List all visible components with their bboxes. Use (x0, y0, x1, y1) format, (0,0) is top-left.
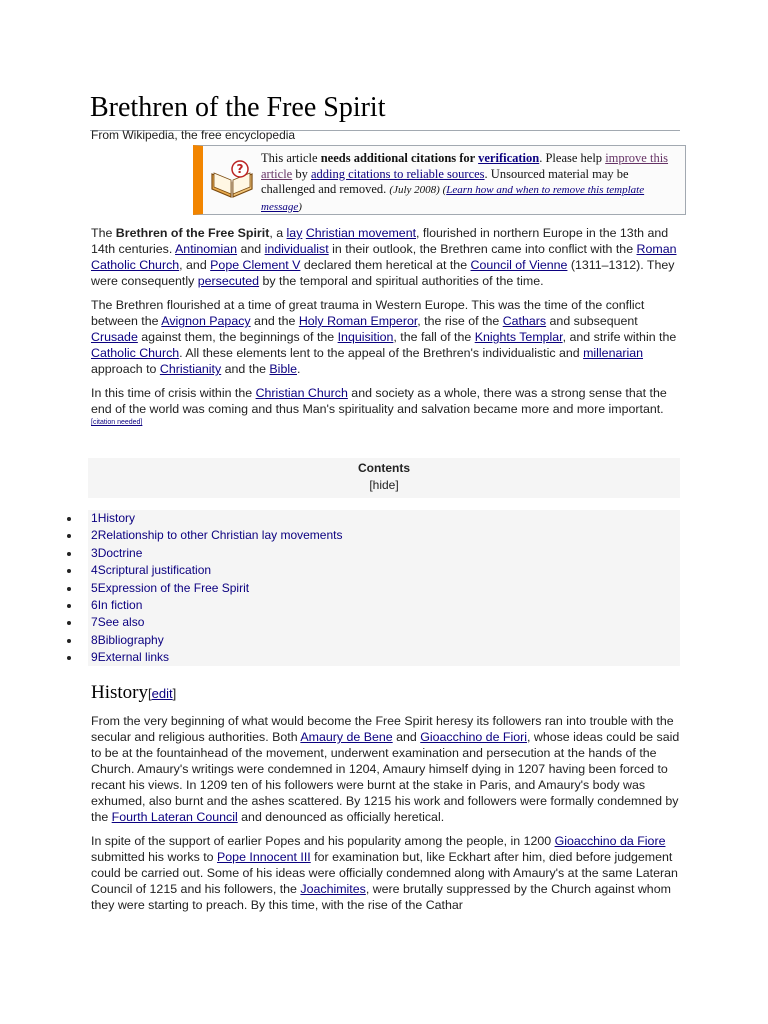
toc-item[interactable] (88, 562, 680, 579)
page-title: Brethren of the Free Spirit (90, 86, 680, 131)
text: , were brutally suppressed by the Church against whom they were starting to preach. By this time, with the rise of the Cathar (91, 882, 671, 912)
intro-section (91, 225, 681, 441)
bullet-icon (67, 587, 71, 591)
intro-paragraph-2 (91, 297, 681, 377)
edit-link[interactable]: edit (151, 686, 173, 701)
bullet-icon (67, 517, 71, 521)
history-heading (91, 680, 681, 707)
text: From the very beginning of what would become the Free Spirit heresy its followers ran into trouble with the secular and religious authorities. Both (91, 714, 674, 744)
text: . All these elements lent to the appeal of the Brethren's individualistic and (179, 346, 584, 360)
toc-link[interactable]: Expression of the Free Spirit (97, 580, 250, 595)
history-section (91, 713, 681, 921)
link-individualist[interactable]: individualist (264, 242, 329, 256)
notice-text: ) (298, 200, 302, 213)
toc-item[interactable] (88, 510, 680, 527)
link-lay[interactable]: lay (286, 226, 303, 240)
link-fourth-lateran-council[interactable]: Fourth Lateran Council (111, 810, 238, 824)
text: and subsequent (546, 314, 638, 328)
notice-date: (July 2008) ( (389, 184, 447, 196)
text: In this time of crisis within the (91, 386, 256, 400)
toc-number: 1 (91, 511, 98, 525)
link-avignon-papacy[interactable]: Avignon Papacy (161, 314, 251, 328)
text: , and strife within the (562, 330, 677, 344)
text: and denounced as officially heretical. (237, 810, 445, 824)
link-millenarian[interactable]: millenarian (583, 346, 644, 360)
link-catholic-church[interactable]: Catholic Church (91, 346, 180, 360)
intro-paragraph-3 (91, 385, 681, 433)
citation-needed-link[interactable]: [citation needed] (91, 418, 143, 426)
link-christianity[interactable]: Christianity (159, 362, 222, 376)
toc-item[interactable] (88, 527, 680, 544)
toc-number: 4 (91, 563, 98, 578)
intro-paragraph-1 (91, 225, 681, 289)
toc-link[interactable]: See also (97, 615, 145, 630)
text: , a (269, 226, 287, 240)
toc-item[interactable] (88, 649, 680, 666)
remove-template-link[interactable]: Learn how and when to remove this template message (261, 184, 645, 213)
link-gioacchino-de-fiori[interactable]: Gioacchino de Fiori (420, 730, 527, 744)
text: submitted his works to (91, 850, 218, 864)
toc-item[interactable] (88, 580, 680, 597)
toc-number: 8 (91, 632, 98, 647)
toc-number: 9 (91, 650, 98, 665)
toc-item[interactable] (88, 545, 680, 562)
notice-text: . Unsourced material may be challenged and removed. (261, 166, 629, 196)
text: and the (250, 314, 299, 328)
text: and society as a whole, there was a strong sense that the end of the world was coming and thus Man's spirituality and salvation became more and more important. (91, 386, 667, 416)
toc-number: 7 (91, 615, 98, 630)
link-pope-clement-v[interactable]: Pope Clement V (210, 258, 301, 272)
history-paragraph-1 (91, 713, 681, 825)
toc-item[interactable] (88, 614, 680, 631)
toc-link[interactable]: External links (97, 650, 170, 665)
toc-header (88, 458, 680, 498)
link-crusade[interactable]: Crusade (91, 330, 138, 344)
link-roman-catholic-church[interactable]: Roman Catholic Church (91, 242, 677, 272)
text: and (237, 242, 265, 256)
toc-link[interactable]: Bibliography (97, 632, 164, 647)
article-subject: Brethren of the Free Spirit (115, 226, 270, 240)
link-pope-innocent-iii[interactable]: Pope Innocent III (217, 850, 311, 864)
bullet-icon (67, 569, 71, 573)
text: against them, the beginnings of the (137, 330, 338, 344)
toc-link[interactable]: In fiction (97, 597, 143, 612)
text: . (296, 362, 301, 376)
bullet-icon (67, 639, 71, 643)
adding-citations-link[interactable]: adding citations to reliable sources (310, 166, 485, 181)
edit-section: [edit] (148, 686, 177, 701)
text: declared them heretical at the (300, 258, 471, 272)
text: , the rise of the (417, 314, 503, 328)
toc-list (88, 510, 680, 667)
text: In spite of the support of earlier Popes and his popularity among the people, in 1200 (91, 834, 555, 848)
text: The Brethren flourished at a time of great trauma in Western Europe. This was the time of the conflict between the (91, 298, 645, 328)
link-gioacchino-da-fiore[interactable]: Gioacchino da Fiore (554, 834, 666, 848)
link-antinomian[interactable]: Antinomian (175, 242, 238, 256)
link-holy-roman-emperor[interactable]: Holy Roman Emperor (298, 314, 418, 328)
toc-hide-toggle[interactable]: [hide] (369, 478, 399, 492)
text: , and (179, 258, 211, 272)
notice-text: by (292, 166, 311, 181)
notice-bold: needs additional citations for (320, 151, 479, 165)
toc-number: 3 (91, 545, 98, 560)
toc-item[interactable] (88, 632, 680, 649)
text: , flourished in northern Europe in the 13th and 14th centuries. (91, 226, 669, 256)
toc-number: 5 (91, 580, 98, 595)
toc-number: 6 (91, 597, 98, 612)
text: , the fall of the (393, 330, 475, 344)
text: and the (221, 362, 270, 376)
link-persecuted[interactable]: persecuted (197, 274, 260, 288)
citation-notice-text (261, 151, 681, 215)
link-inquisition[interactable]: Inquisition (337, 330, 394, 344)
section-title: History (91, 682, 148, 703)
notice-text: This article (261, 151, 321, 165)
text: and (392, 730, 421, 744)
text: by the temporal and spiritual authorities of the time. (259, 274, 544, 288)
link-knights-templar[interactable]: Knights Templar (474, 330, 563, 344)
link-christian-church[interactable]: Christian Church (255, 386, 348, 400)
link-cathars[interactable]: Cathars (502, 314, 547, 328)
book-question-icon (209, 160, 255, 200)
svg-text:?: ? (236, 162, 244, 176)
text: (1311–1312). They were consequently (91, 258, 675, 288)
toc-link[interactable]: Scriptural justification (97, 563, 212, 578)
history-paragraph-2 (91, 833, 681, 913)
link-bible[interactable]: Bible (269, 362, 297, 376)
toc-link[interactable]: Doctrine (97, 545, 143, 560)
link-christian-movement[interactable]: Christian movement (305, 226, 417, 240)
text: in their outlook, the Brethren came into conflict with the (328, 242, 637, 256)
bullet-icon (67, 534, 71, 538)
site-tagline: From Wikipedia, the free encyclopedia (91, 128, 296, 142)
toc-item[interactable] (88, 597, 680, 614)
bullet-icon (67, 604, 71, 608)
text: approach to (91, 362, 160, 376)
toc-number: 2 (91, 528, 98, 543)
verification-link[interactable]: verification (478, 151, 540, 165)
citation-notice-box (193, 145, 686, 215)
table-of-contents (88, 510, 680, 666)
toc-title: Contents (358, 461, 410, 475)
text: for examination but, like Eckhart after him, died before judgement could be carried out. Some of his ideas were officially condemned along with Amaury's at the same Lateran Council of 1215 and his followers, the (91, 850, 678, 896)
bullet-icon (67, 552, 71, 556)
text: , whose ideas could be said to be at the fountainhead of the movement, underwent examination and persecution at the hands of the Church. Amaury's writings were condemned in 1204, Amaury himself dying in 1207 having been forced to recant his views. In 1209 ten of his followers were burnt at the stake in Paris, and Amaury's body was exhumed, also burnt and the ashes scattered. By 1215 his work and followers were formally condemned by the (91, 730, 680, 824)
bullet-icon (67, 621, 71, 625)
link-council-of-vienne[interactable]: Council of Vienne (470, 258, 568, 272)
bullet-icon (67, 656, 71, 660)
notice-text: . Please help (539, 151, 606, 165)
link-amaury-de-bene[interactable]: Amaury de Bene (300, 730, 393, 744)
toc-link[interactable]: History (97, 511, 136, 525)
link-joachimites[interactable]: Joachimites (300, 882, 366, 896)
toc-link[interactable]: Relationship to other Christian lay movements (97, 528, 343, 543)
text: The (91, 226, 116, 240)
improve-article-link[interactable]: improve this article (261, 151, 669, 181)
